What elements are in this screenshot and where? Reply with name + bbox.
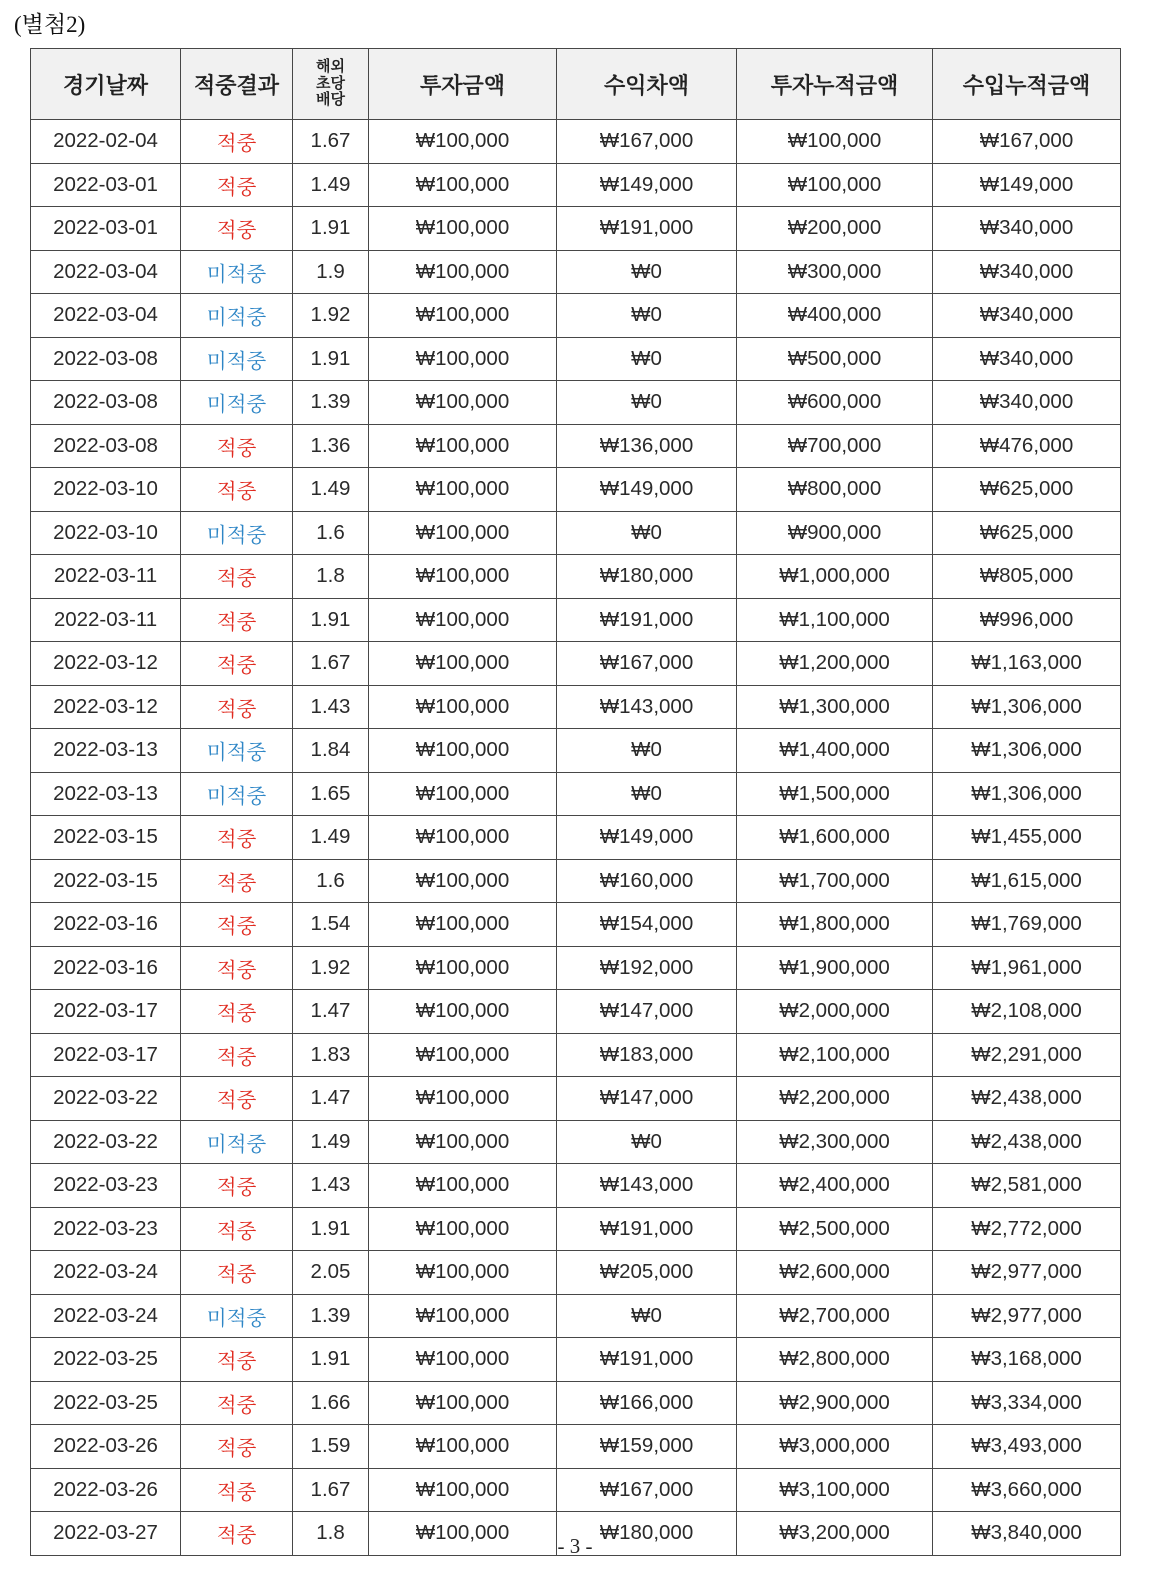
result-cell: 적중 [181, 1251, 293, 1295]
odds-cell: 1.8 [293, 555, 369, 599]
invest-cell: ₩100,000 [369, 511, 557, 555]
column-header-profit: 수익차액 [557, 49, 737, 120]
date-cell: 2022-03-04 [31, 250, 181, 294]
result-cell: 적중 [181, 816, 293, 860]
profit-cell: ₩191,000 [557, 598, 737, 642]
odds-cell: 1.91 [293, 207, 369, 251]
cum_invest-cell: ₩600,000 [737, 381, 933, 425]
column-header-result: 적중결과 [181, 49, 293, 120]
date-cell: 2022-03-08 [31, 381, 181, 425]
odds-cell: 1.91 [293, 1338, 369, 1382]
invest-cell: ₩100,000 [369, 1338, 557, 1382]
column-header-invest: 투자금액 [369, 49, 557, 120]
cum_invest-cell: ₩200,000 [737, 207, 933, 251]
cum_invest-cell: ₩3,200,000 [737, 1512, 933, 1556]
cum_income-cell: ₩2,438,000 [933, 1077, 1121, 1121]
table-row [31, 424, 1121, 468]
date-cell: 2022-03-12 [31, 642, 181, 686]
cum_income-cell: ₩340,000 [933, 381, 1121, 425]
table-row [31, 511, 1121, 555]
odds-cell: 1.92 [293, 294, 369, 338]
cum_income-cell: ₩1,455,000 [933, 816, 1121, 860]
odds-cell: 1.39 [293, 381, 369, 425]
cum_income-cell: ₩1,306,000 [933, 772, 1121, 816]
profit-cell: ₩0 [557, 511, 737, 555]
odds-cell: 1.43 [293, 1164, 369, 1208]
invest-cell: ₩100,000 [369, 424, 557, 468]
date-cell: 2022-03-24 [31, 1294, 181, 1338]
cum_invest-cell: ₩100,000 [737, 163, 933, 207]
result-cell: 적중 [181, 642, 293, 686]
profit-cell: ₩0 [557, 1294, 737, 1338]
result-cell: 적중 [181, 555, 293, 599]
date-cell: 2022-03-22 [31, 1077, 181, 1121]
cum_invest-cell: ₩1,300,000 [737, 685, 933, 729]
invest-cell: ₩100,000 [369, 729, 557, 773]
result-cell: 적중 [181, 207, 293, 251]
table-row [31, 729, 1121, 773]
betting-results-table [30, 48, 1121, 1556]
result-cell: 적중 [181, 1207, 293, 1251]
cum_income-cell: ₩3,168,000 [933, 1338, 1121, 1382]
profit-cell: ₩205,000 [557, 1251, 737, 1295]
date-cell: 2022-03-08 [31, 424, 181, 468]
profit-cell: ₩143,000 [557, 685, 737, 729]
cum_invest-cell: ₩1,500,000 [737, 772, 933, 816]
cum_invest-cell: ₩1,900,000 [737, 946, 933, 990]
column-header-date: 경기날짜 [31, 49, 181, 120]
cum_invest-cell: ₩1,700,000 [737, 859, 933, 903]
cum_invest-cell: ₩1,600,000 [737, 816, 933, 860]
odds-cell: 1.6 [293, 511, 369, 555]
profit-cell: ₩180,000 [557, 555, 737, 599]
cum_income-cell: ₩340,000 [933, 294, 1121, 338]
result-cell: 적중 [181, 1338, 293, 1382]
cum_income-cell: ₩1,615,000 [933, 859, 1121, 903]
odds-cell: 1.92 [293, 946, 369, 990]
table-row [31, 903, 1121, 947]
cum_income-cell: ₩805,000 [933, 555, 1121, 599]
date-cell: 2022-03-23 [31, 1164, 181, 1208]
invest-cell: ₩100,000 [369, 555, 557, 599]
table-row [31, 990, 1121, 1034]
profit-cell: ₩191,000 [557, 1338, 737, 1382]
date-cell: 2022-03-01 [31, 163, 181, 207]
odds-cell: 1.49 [293, 163, 369, 207]
table-body [31, 120, 1121, 1556]
odds-cell: 1.67 [293, 1468, 369, 1512]
cum_invest-cell: ₩1,400,000 [737, 729, 933, 773]
cum_income-cell: ₩625,000 [933, 511, 1121, 555]
invest-cell: ₩100,000 [369, 903, 557, 947]
date-cell: 2022-03-01 [31, 207, 181, 251]
page-number: - 3 - [557, 1534, 593, 1558]
invest-cell: ₩100,000 [369, 990, 557, 1034]
date-cell: 2022-03-08 [31, 337, 181, 381]
profit-cell: ₩154,000 [557, 903, 737, 947]
profit-cell: ₩0 [557, 337, 737, 381]
invest-cell: ₩100,000 [369, 163, 557, 207]
odds-cell: 1.91 [293, 598, 369, 642]
odds-cell: 1.65 [293, 772, 369, 816]
result-cell: 적중 [181, 1425, 293, 1469]
date-cell: 2022-03-16 [31, 946, 181, 990]
invest-cell: ₩100,000 [369, 685, 557, 729]
cum_invest-cell: ₩1,800,000 [737, 903, 933, 947]
profit-cell: ₩136,000 [557, 424, 737, 468]
invest-cell: ₩100,000 [369, 1077, 557, 1121]
profit-cell: ₩143,000 [557, 1164, 737, 1208]
profit-cell: ₩180,000 [557, 1512, 737, 1556]
cum_invest-cell: ₩2,500,000 [737, 1207, 933, 1251]
cum_invest-cell: ₩2,000,000 [737, 990, 933, 1034]
invest-cell: ₩100,000 [369, 946, 557, 990]
result-cell: 적중 [181, 1077, 293, 1121]
result-cell: 미적중 [181, 250, 293, 294]
cum_income-cell: ₩1,769,000 [933, 903, 1121, 947]
cum_invest-cell: ₩400,000 [737, 294, 933, 338]
odds-cell: 1.84 [293, 729, 369, 773]
cum_income-cell: ₩2,977,000 [933, 1294, 1121, 1338]
table-row [31, 207, 1121, 251]
cum_invest-cell: ₩2,400,000 [737, 1164, 933, 1208]
date-cell: 2022-03-16 [31, 903, 181, 947]
result-cell: 적중 [181, 1164, 293, 1208]
invest-cell: ₩100,000 [369, 816, 557, 860]
date-cell: 2022-03-15 [31, 816, 181, 860]
invest-cell: ₩100,000 [369, 642, 557, 686]
cum_income-cell: ₩1,961,000 [933, 946, 1121, 990]
invest-cell: ₩100,000 [369, 598, 557, 642]
profit-cell: ₩191,000 [557, 1207, 737, 1251]
table-row [31, 381, 1121, 425]
cum_invest-cell: ₩1,200,000 [737, 642, 933, 686]
cum_income-cell: ₩3,660,000 [933, 1468, 1121, 1512]
date-cell: 2022-03-12 [31, 685, 181, 729]
profit-cell: ₩0 [557, 250, 737, 294]
odds-cell: 1.36 [293, 424, 369, 468]
date-cell: 2022-03-25 [31, 1381, 181, 1425]
table-row [31, 1294, 1121, 1338]
profit-cell: ₩0 [557, 294, 737, 338]
odds-cell: 1.8 [293, 1512, 369, 1556]
profit-cell: ₩160,000 [557, 859, 737, 903]
result-cell: 미적중 [181, 511, 293, 555]
date-cell: 2022-03-10 [31, 468, 181, 512]
table-row [31, 1468, 1121, 1512]
invest-cell: ₩100,000 [369, 772, 557, 816]
odds-cell: 1.67 [293, 120, 369, 164]
invest-cell: ₩100,000 [369, 859, 557, 903]
result-cell: 적중 [181, 163, 293, 207]
odds-cell: 1.39 [293, 1294, 369, 1338]
table-row [31, 1425, 1121, 1469]
result-cell: 적중 [181, 424, 293, 468]
invest-cell: ₩100,000 [369, 1381, 557, 1425]
date-cell: 2022-03-26 [31, 1468, 181, 1512]
date-cell: 2022-03-24 [31, 1251, 181, 1295]
date-cell: 2022-03-17 [31, 1033, 181, 1077]
cum_income-cell: ₩2,108,000 [933, 990, 1121, 1034]
cum_invest-cell: ₩2,600,000 [737, 1251, 933, 1295]
column-header-odds: 해외 초당 배당 [293, 49, 369, 120]
profit-cell: ₩183,000 [557, 1033, 737, 1077]
profit-cell: ₩149,000 [557, 468, 737, 512]
table-row [31, 1033, 1121, 1077]
odds-cell: 1.67 [293, 642, 369, 686]
date-cell: 2022-03-11 [31, 598, 181, 642]
cum_invest-cell: ₩3,100,000 [737, 1468, 933, 1512]
invest-cell: ₩100,000 [369, 1425, 557, 1469]
profit-cell: ₩0 [557, 729, 737, 773]
profit-cell: ₩167,000 [557, 642, 737, 686]
profit-cell: ₩0 [557, 772, 737, 816]
table-row [31, 337, 1121, 381]
table-row [31, 685, 1121, 729]
table-row [31, 1381, 1121, 1425]
profit-cell: ₩147,000 [557, 1077, 737, 1121]
profit-cell: ₩149,000 [557, 816, 737, 860]
cum_income-cell: ₩2,977,000 [933, 1251, 1121, 1295]
cum_income-cell: ₩3,493,000 [933, 1425, 1121, 1469]
cum_invest-cell: ₩300,000 [737, 250, 933, 294]
column-header-cum_income: 수입누적금액 [933, 49, 1121, 120]
cum_income-cell: ₩167,000 [933, 120, 1121, 164]
date-cell: 2022-03-27 [31, 1512, 181, 1556]
profit-cell: ₩0 [557, 381, 737, 425]
cum_income-cell: ₩1,306,000 [933, 729, 1121, 773]
result-cell: 미적중 [181, 1120, 293, 1164]
date-cell: 2022-03-22 [31, 1120, 181, 1164]
result-cell: 적중 [181, 1512, 293, 1556]
invest-cell: ₩100,000 [369, 1207, 557, 1251]
cum_invest-cell: ₩900,000 [737, 511, 933, 555]
date-cell: 2022-03-13 [31, 772, 181, 816]
invest-cell: ₩100,000 [369, 120, 557, 164]
result-cell: 적중 [181, 859, 293, 903]
table-row [31, 163, 1121, 207]
cum_income-cell: ₩1,163,000 [933, 642, 1121, 686]
result-cell: 미적중 [181, 729, 293, 773]
column-header-cum_invest: 투자누적금액 [737, 49, 933, 120]
table-row [31, 1207, 1121, 1251]
table-row [31, 1338, 1121, 1382]
profit-cell: ₩166,000 [557, 1381, 737, 1425]
table-row [31, 642, 1121, 686]
table-row [31, 772, 1121, 816]
odds-cell: 1.49 [293, 468, 369, 512]
table-row [31, 120, 1121, 164]
date-cell: 2022-03-13 [31, 729, 181, 773]
odds-cell: 1.49 [293, 1120, 369, 1164]
result-cell: 적중 [181, 990, 293, 1034]
profit-cell: ₩191,000 [557, 207, 737, 251]
result-cell: 적중 [181, 946, 293, 990]
table-row [31, 468, 1121, 512]
odds-cell: 1.91 [293, 337, 369, 381]
cum_income-cell: ₩340,000 [933, 337, 1121, 381]
cum_invest-cell: ₩2,100,000 [737, 1033, 933, 1077]
cum_income-cell: ₩2,581,000 [933, 1164, 1121, 1208]
cum_invest-cell: ₩500,000 [737, 337, 933, 381]
cum_invest-cell: ₩2,300,000 [737, 1120, 933, 1164]
invest-cell: ₩100,000 [369, 1033, 557, 1077]
table-row [31, 1164, 1121, 1208]
cum_invest-cell: ₩2,700,000 [737, 1294, 933, 1338]
cum_invest-cell: ₩100,000 [737, 120, 933, 164]
invest-cell: ₩100,000 [369, 1251, 557, 1295]
odds-cell: 1.47 [293, 1077, 369, 1121]
profit-cell: ₩167,000 [557, 120, 737, 164]
result-cell: 적중 [181, 903, 293, 947]
cum_income-cell: ₩996,000 [933, 598, 1121, 642]
invest-cell: ₩100,000 [369, 1468, 557, 1512]
result-cell: 미적중 [181, 337, 293, 381]
result-cell: 적중 [181, 120, 293, 164]
cum_invest-cell: ₩2,800,000 [737, 1338, 933, 1382]
odds-cell: 1.54 [293, 903, 369, 947]
invest-cell: ₩100,000 [369, 207, 557, 251]
invest-cell: ₩100,000 [369, 250, 557, 294]
cum_invest-cell: ₩1,100,000 [737, 598, 933, 642]
cum_income-cell: ₩340,000 [933, 207, 1121, 251]
date-cell: 2022-03-26 [31, 1425, 181, 1469]
table-row [31, 946, 1121, 990]
odds-cell: 1.47 [293, 990, 369, 1034]
invest-cell: ₩100,000 [369, 337, 557, 381]
invest-cell: ₩100,000 [369, 294, 557, 338]
result-cell: 미적중 [181, 772, 293, 816]
odds-cell: 1.9 [293, 250, 369, 294]
odds-cell: 2.05 [293, 1251, 369, 1295]
odds-cell: 1.59 [293, 1425, 369, 1469]
date-cell: 2022-03-04 [31, 294, 181, 338]
attachment-label: (별첨2) [14, 12, 86, 37]
profit-cell: ₩0 [557, 1120, 737, 1164]
date-cell: 2022-03-11 [31, 555, 181, 599]
result-cell: 적중 [181, 1033, 293, 1077]
result-cell: 미적중 [181, 294, 293, 338]
cum_income-cell: ₩3,840,000 [933, 1512, 1121, 1556]
invest-cell: ₩100,000 [369, 1164, 557, 1208]
cum_invest-cell: ₩1,000,000 [737, 555, 933, 599]
invest-cell: ₩100,000 [369, 381, 557, 425]
date-cell: 2022-03-15 [31, 859, 181, 903]
cum_income-cell: ₩1,306,000 [933, 685, 1121, 729]
profit-cell: ₩159,000 [557, 1425, 737, 1469]
date-cell: 2022-03-10 [31, 511, 181, 555]
cum_invest-cell: ₩700,000 [737, 424, 933, 468]
invest-cell: ₩100,000 [369, 1294, 557, 1338]
cum_invest-cell: ₩2,200,000 [737, 1077, 933, 1121]
date-cell: 2022-03-17 [31, 990, 181, 1034]
result-cell: 적중 [181, 685, 293, 729]
invest-cell: ₩100,000 [369, 1120, 557, 1164]
cum_invest-cell: ₩800,000 [737, 468, 933, 512]
odds-cell: 1.6 [293, 859, 369, 903]
profit-cell: ₩149,000 [557, 163, 737, 207]
cum_income-cell: ₩2,291,000 [933, 1033, 1121, 1077]
odds-cell: 1.66 [293, 1381, 369, 1425]
cum_invest-cell: ₩3,000,000 [737, 1425, 933, 1469]
table-header [31, 49, 1121, 120]
table-row [31, 816, 1121, 860]
result-cell: 적중 [181, 468, 293, 512]
cum_income-cell: ₩2,772,000 [933, 1207, 1121, 1251]
invest-cell: ₩100,000 [369, 1512, 557, 1556]
result-cell: 적중 [181, 1468, 293, 1512]
result-cell: 적중 [181, 598, 293, 642]
table-row [31, 1077, 1121, 1121]
result-cell: 미적중 [181, 381, 293, 425]
date-cell: 2022-03-25 [31, 1338, 181, 1382]
invest-cell: ₩100,000 [369, 468, 557, 512]
odds-cell: 1.43 [293, 685, 369, 729]
cum_invest-cell: ₩2,900,000 [737, 1381, 933, 1425]
table-row [31, 859, 1121, 903]
table-row [31, 294, 1121, 338]
result-cell: 적중 [181, 1381, 293, 1425]
cum_income-cell: ₩149,000 [933, 163, 1121, 207]
profit-cell: ₩167,000 [557, 1468, 737, 1512]
table-row [31, 598, 1121, 642]
date-cell: 2022-02-04 [31, 120, 181, 164]
cum_income-cell: ₩3,334,000 [933, 1381, 1121, 1425]
odds-cell: 1.49 [293, 816, 369, 860]
table-row [31, 250, 1121, 294]
date-cell: 2022-03-23 [31, 1207, 181, 1251]
cum_income-cell: ₩340,000 [933, 250, 1121, 294]
header-row [31, 49, 1121, 120]
table-row [31, 1251, 1121, 1295]
odds-cell: 1.91 [293, 1207, 369, 1251]
table-row [31, 1120, 1121, 1164]
profit-cell: ₩147,000 [557, 990, 737, 1034]
cum_income-cell: ₩2,438,000 [933, 1120, 1121, 1164]
profit-cell: ₩192,000 [557, 946, 737, 990]
table-row [31, 555, 1121, 599]
cum_income-cell: ₩625,000 [933, 468, 1121, 512]
cum_income-cell: ₩476,000 [933, 424, 1121, 468]
odds-cell: 1.83 [293, 1033, 369, 1077]
result-cell: 미적중 [181, 1294, 293, 1338]
